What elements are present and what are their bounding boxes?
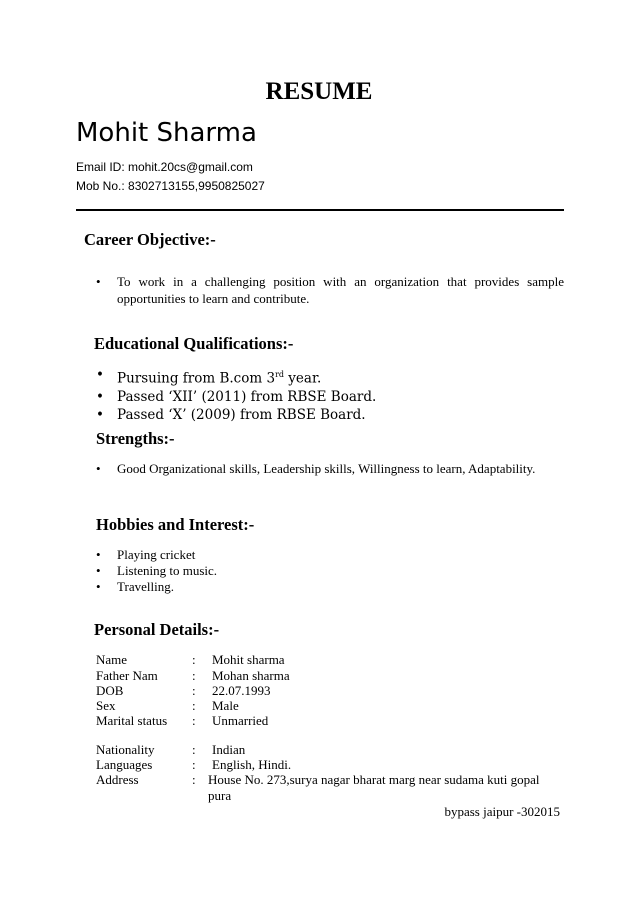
list-item: • Playing cricket [96,547,217,563]
detail-label: Marital status [96,713,168,728]
education-item-text: Pursuing from B.com 3 [117,370,276,387]
detail-value: English, Hindi. [212,757,292,772]
address-value [208,772,560,820]
detail-value: 22.07.1993 [212,683,271,698]
detail-separator: : [192,713,196,728]
address-line-1: House No. 273,surya nagar bharat marg near sudama kuti gopal pura [208,772,540,803]
education-heading: Educational Qualifications:- [94,334,294,353]
ordinal-suffix: rd [275,370,285,379]
strengths-list [96,461,535,477]
detail-separator: : [192,772,196,787]
list-item: • Passed ‘XII’ (2011) from RBSE Board. [96,388,376,406]
detail-separator: : [192,742,196,757]
detail-label: Nationality [96,742,155,757]
detail-label: DOB [96,683,124,698]
detail-label: Sex [96,698,116,713]
header-divider [76,209,564,211]
personal-details-heading: Personal Details:- [94,620,220,639]
list-item [96,366,376,388]
detail-value: Unmarried [212,713,269,728]
detail-value: Male [212,698,239,713]
detail-label: Father Nam [96,668,158,683]
career-objective-list [96,273,564,307]
detail-separator: : [192,683,196,698]
address-line-2: bypass jaipur -302015 [444,804,560,819]
mobile-line: Mob No.: 8302713155,9950825027 [76,179,265,193]
resume-title: RESUME [265,78,373,105]
detail-label: Languages [96,757,153,772]
education-item-text-end: year. [284,370,322,387]
detail-value: Indian [212,742,246,757]
detail-label: Address [96,772,139,787]
detail-separator: : [192,652,196,667]
hobbies-heading: Hobbies and Interest:- [96,515,255,534]
detail-separator: : [192,757,196,772]
detail-value: Mohit sharma [212,652,285,667]
detail-value: Mohan sharma [212,668,290,683]
candidate-name: Mohit Sharma [76,118,257,148]
list-item: • Passed ‘X’ (2009) from RBSE Board. [96,406,376,424]
email-line: Email ID: mohit.20cs@gmail.com [76,160,253,174]
hobbies-list [96,547,217,595]
detail-separator: : [192,668,196,683]
list-item: • Travelling. [96,579,217,595]
list-item: • To work in a challenging position with an organization that provides sample opportunities to learn and contribute. [96,273,564,307]
list-item: • Good Organizational skills, Leadership skills, Willingness to learn, Adaptability. [96,461,535,477]
detail-label: Name [96,652,128,667]
career-objective-heading: Career Objective:- [84,230,216,249]
detail-separator: : [192,698,196,713]
list-item: • Listening to music. [96,563,217,579]
education-list [96,366,376,424]
strengths-heading: Strengths:- [96,429,175,448]
